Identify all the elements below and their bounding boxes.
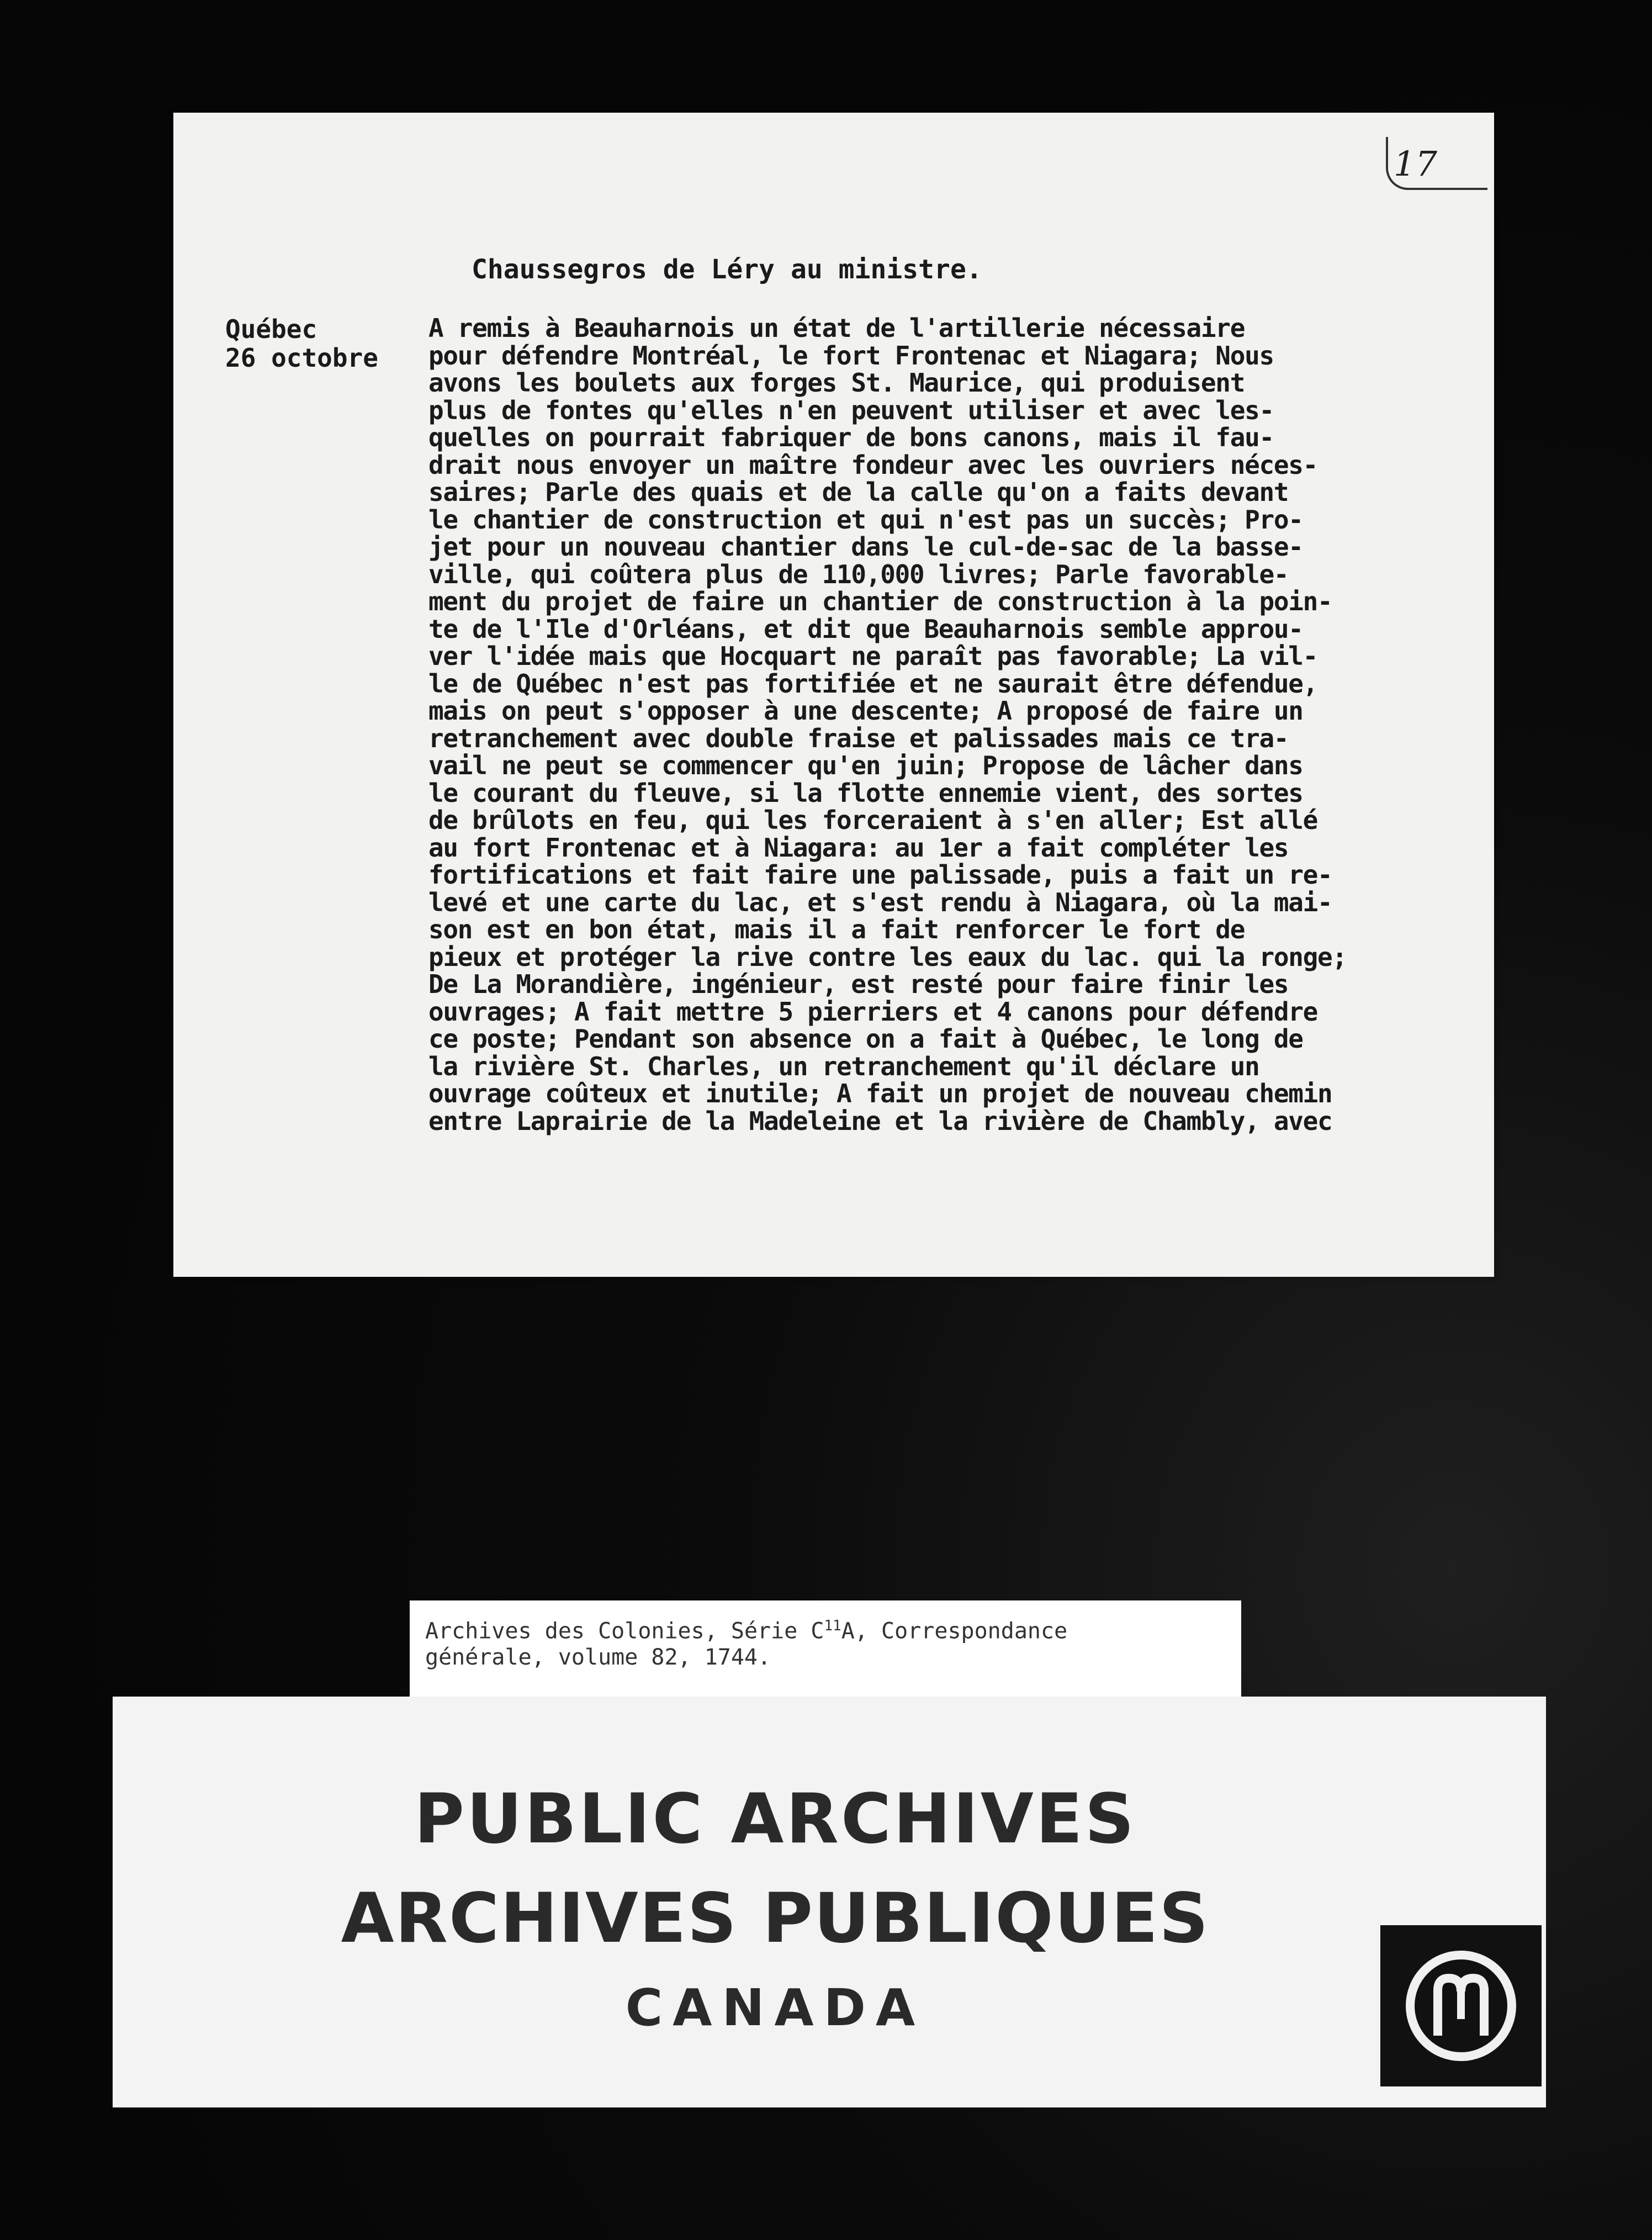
body-line: levé et une carte du lac, et s'est rendu à Niagara, où la mai- bbox=[428, 887, 1332, 917]
caption-line1-after: A, Correspondance bbox=[841, 1618, 1068, 1644]
document-body bbox=[428, 315, 1489, 1135]
body-line: De La Morandière, ingénieur, est resté pour faire finir les bbox=[428, 969, 1289, 999]
body-line: plus de fontes qu'elles n'en peuvent utiliser et avec les- bbox=[428, 395, 1274, 425]
punch-hole bbox=[82, 740, 117, 775]
archives-banner bbox=[113, 1697, 1546, 2107]
body-line: A remis à Beauharnois un état de l'artillerie nécessaire bbox=[428, 313, 1245, 343]
body-line: te de l'Ile d'Orléans, et dit que Beauharnois semble approu- bbox=[428, 614, 1303, 644]
body-line: ment du projet de faire un chantier de construction à la poin- bbox=[428, 587, 1332, 616]
archives-monogram-icon bbox=[1380, 1925, 1542, 2086]
body-line: de brûlots en feu, qui les forceraient à s'en aller; Est allé bbox=[428, 805, 1318, 835]
body-line: saires; Parle des quais et de la calle qu'on a faits devant bbox=[428, 477, 1289, 507]
banner-canada: CANADA bbox=[625, 1978, 925, 2037]
document-title: Chaussegros de Léry au ministre. bbox=[472, 254, 982, 285]
body-line: le chantier de construction et qui n'est pas un succès; Pro- bbox=[428, 504, 1303, 535]
body-line: le de Québec n'est pas fortifiée et ne saurait être défendue, bbox=[428, 668, 1318, 699]
body-line: ce poste; Pendant son absence on a fait à Québec, le long de bbox=[428, 1024, 1303, 1054]
body-line: fortifications et fait faire une palissade, puis a fait un re- bbox=[428, 860, 1332, 890]
margin-date: 26 octobre bbox=[225, 343, 378, 373]
margin-note bbox=[225, 315, 378, 372]
body-line: quelles on pourrait fabriquer de bons canons, mais il fau- bbox=[428, 422, 1274, 452]
body-line: mais on peut s'opposer à une descente; A proposé de faire un bbox=[428, 696, 1303, 726]
body-line: ouvrage coûteux et inutile; A fait un projet de nouveau chemin bbox=[428, 1079, 1332, 1108]
body-line: pieux et protéger la rive contre les eaux du lac. qui la ronge; bbox=[428, 942, 1347, 972]
body-line: avons les boulets aux forges St. Maurice, qui produisent bbox=[428, 368, 1245, 398]
caption-line2: générale, volume 82, 1744. bbox=[425, 1645, 771, 1671]
body-line: son est en bon état, mais il a fait renforcer le fort de bbox=[428, 915, 1245, 944]
body-line: au fort Frontenac et à Niagara: au 1er a fait compléter les bbox=[428, 832, 1289, 863]
margin-place: Québec bbox=[225, 314, 317, 344]
banner-public-archives: PUBLIC ARCHIVES bbox=[414, 1779, 1136, 1859]
body-line: entre Laprairie de la Madeleine et la rivière de Chambly, avec bbox=[428, 1106, 1332, 1136]
banner-archives-publiques: ARCHIVES PUBLIQUES bbox=[341, 1879, 1210, 1958]
body-line: ville, qui coûtera plus de 110,000 livres; Parle favorable- bbox=[428, 559, 1289, 589]
caption-superscript: 11 bbox=[824, 1618, 841, 1634]
body-line: ver l'idée mais que Hocquart ne paraît pas favorable; La vil- bbox=[428, 641, 1318, 671]
body-line: la rivière St. Charles, un retranchement qu'il déclare un bbox=[428, 1051, 1259, 1081]
body-line: le courant du fleuve, si la flotte ennemie vient, des sortes bbox=[428, 778, 1303, 808]
typed-document-page bbox=[173, 113, 1494, 1277]
body-line: drait nous envoyer un maître fondeur avec les ouvriers néces- bbox=[428, 450, 1318, 480]
body-line: ouvrages; A fait mettre 5 pierriers et 4 canons pour défendre bbox=[428, 996, 1318, 1027]
caption-line1-before: Archives des Colonies, Série C bbox=[425, 1618, 824, 1644]
body-line: pour défendre Montréal, le fort Frontenac et Niagara; Nous bbox=[428, 340, 1274, 371]
caption-text bbox=[425, 1613, 1067, 1671]
body-line: jet pour un nouveau chantier dans le cul-de-sac de la basse- bbox=[428, 532, 1303, 562]
folio-number: 17 bbox=[1394, 144, 1437, 184]
body-line: retranchement avec double fraise et palissades mais ce tra- bbox=[428, 723, 1289, 753]
body-line: vail ne peut se commencer qu'en juin; Propose de lâcher dans bbox=[428, 751, 1303, 780]
source-caption bbox=[410, 1600, 1241, 1704]
